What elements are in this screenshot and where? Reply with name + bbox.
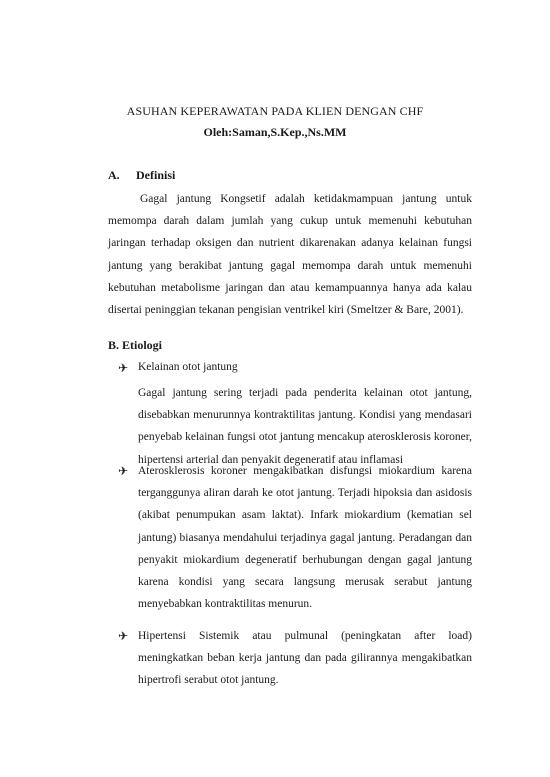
airplane-bullet-icon: ✈ <box>118 464 129 478</box>
document-author: Oleh:Saman,S.Kep.,Ns.MM <box>203 125 347 139</box>
section-b-heading: B. Etiologi <box>108 338 163 352</box>
airplane-bullet-icon: ✈ <box>118 361 129 375</box>
section-a-paragraph: Gagal jantung Kongsetif adalah ketidakmampuan jantung untuk memompa darah dalam jumlah yang cukup untuk memenuhi kebutuhan jaringan terhadap oksigen dan nutrient dikarenakan adanya kelainan fungsi jantung yang berakibat jantung gagal memompa darah untuk memenuhi kebutuhan metabolisme jaringan dan atau kemampuannya hanya ada kalau disertai peninggian tekanan pengisian ventrikel kiri (Smeltzer & Bare, 2001). <box>108 193 472 317</box>
section-a-heading: Definisi <box>136 168 176 182</box>
bullet-1-label: Kelainan otot jantung <box>138 361 238 373</box>
airplane-bullet-icon: ✈ <box>118 629 129 643</box>
document-title: ASUHAN KEPERAWATAN PADA KLIEN DENGAN CHF <box>126 104 424 118</box>
section-a-number: A. <box>108 168 120 182</box>
bullet-3-paragraph: Hipertensi Sistemik atau pulmunal (peningkatan after load) meningkatkan beban kerja jantung dan pada gilirannya mengakibatkan hipertrofi serabut otot jantung. <box>138 630 472 687</box>
bullet-2-paragraph: Aterosklerosis koroner mengakibatkan disfungsi miokardium karena terganggunya aliran darah ke otot jantung. Terjadi hipoksia dan asidosis (akibat penumpukan asam laktat). Infark miokardium (kematian sel jantung) biasanya mendahului terjadinya gagal jantung. Peradangan dan penyakit miokardium degeneratif berhubungan dengan gagal jantung karena kondisi yang secara langsung merusak serabut jantung menyebabkan kontraktilitas menurun. <box>138 465 472 611</box>
bullet-1-paragraph: Gagal jantung sering terjadi pada penderita kelainan otot jantung, disebabkan menurunnya kontraktilitas jantung. Kondisi yang mendasari penyebab kelainan fungsi otot jantung mencakup aterosklerosis koroner, hipertensi arterial dan penyakit degeneratif atau inflamasi <box>138 387 472 466</box>
